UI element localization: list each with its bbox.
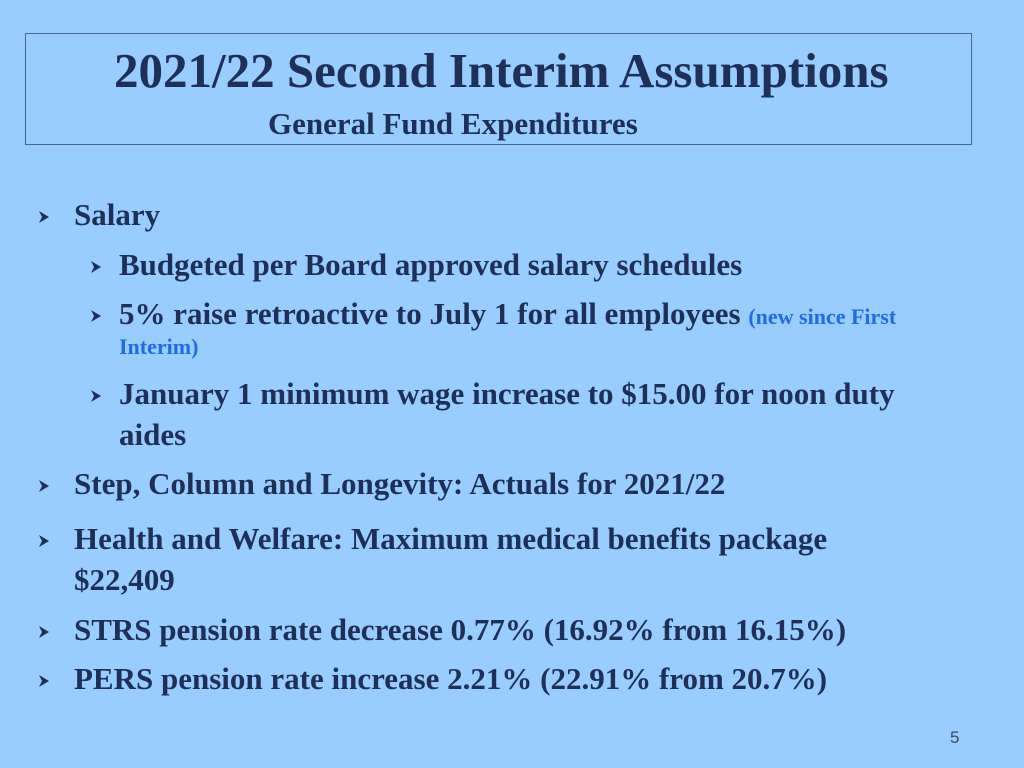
arrowhead-bullet-icon (36, 624, 52, 640)
bullet-health-welfare-continued: $22,409 (74, 562, 175, 597)
raise-note: (new since First (748, 304, 897, 329)
bullet-pers: PERS pension rate increase 2.21% (22.91% from 20.7%) (74, 661, 828, 696)
raise-text: 5% raise retroactive to July 1 for all employees (119, 296, 741, 331)
arrowhead-bullet-icon (88, 259, 104, 275)
bullet-salary: Salary (74, 197, 161, 232)
title-box (25, 33, 972, 145)
raise-note-continued: Interim) (119, 334, 199, 359)
arrowhead-bullet-icon (36, 209, 52, 225)
sub-bullet-raise (119, 293, 896, 337)
sub-bullet-salary-schedules: Budgeted per Board approved salary schedules (119, 247, 743, 282)
arrowhead-bullet-icon (88, 308, 104, 324)
bullet-step-column: Step, Column and Longevity: Actuals for 2021/22 (74, 466, 726, 501)
arrowhead-bullet-icon (36, 478, 52, 494)
arrowhead-bullet-icon (88, 388, 104, 404)
arrowhead-bullet-icon (36, 673, 52, 689)
arrowhead-bullet-icon (36, 533, 52, 549)
slide-subtitle: General Fund Expenditures (268, 106, 638, 141)
sub-bullet-minimum-wage: January 1 minimum wage increase to $15.00 for noon duty (119, 376, 895, 411)
slide-title: 2021/22 Second Interim Assumptions (114, 43, 889, 98)
bullet-health-welfare: Health and Welfare: Maximum medical benefits package (74, 521, 828, 556)
bullet-strs: STRS pension rate decrease 0.77% (16.92% from 16.15%) (74, 612, 847, 647)
sub-bullet-minimum-wage-continued: aides (119, 417, 187, 452)
page-number: 5 (950, 728, 960, 747)
